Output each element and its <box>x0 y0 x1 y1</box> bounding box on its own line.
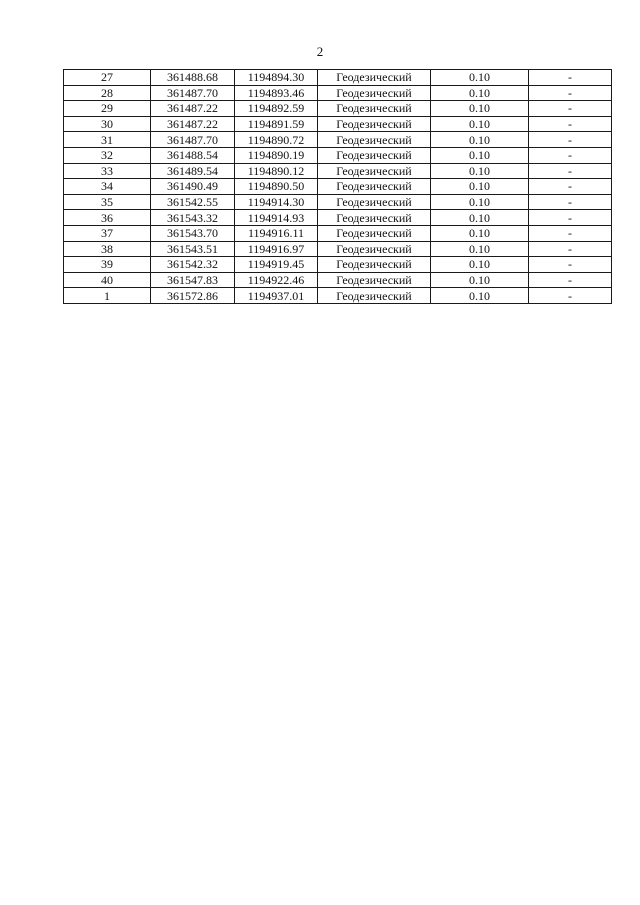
accuracy-cell: 0.10 <box>431 225 529 241</box>
method-cell: Геодезический <box>318 85 431 101</box>
method-cell: Геодезический <box>318 210 431 226</box>
y-coordinate-cell: 1194890.12 <box>235 163 318 179</box>
x-coordinate-cell: 361542.32 <box>151 257 235 273</box>
point-number-cell: 29 <box>64 101 151 117</box>
table-row <box>64 147 612 163</box>
y-coordinate-cell: 1194922.46 <box>235 272 318 288</box>
method-cell: Геодезический <box>318 241 431 257</box>
accuracy-cell: 0.10 <box>431 257 529 273</box>
y-coordinate-cell: 1194916.11 <box>235 225 318 241</box>
x-coordinate-cell: 361489.54 <box>151 163 235 179</box>
point-number-cell: 35 <box>64 194 151 210</box>
point-number-cell: 32 <box>64 147 151 163</box>
table-row <box>64 179 612 195</box>
y-coordinate-cell: 1194893.46 <box>235 85 318 101</box>
table-row <box>64 272 612 288</box>
x-coordinate-cell: 361487.70 <box>151 132 235 148</box>
x-coordinate-cell: 361487.22 <box>151 101 235 117</box>
y-coordinate-cell: 1194937.01 <box>235 288 318 304</box>
point-number-cell: 39 <box>64 257 151 273</box>
accuracy-cell: 0.10 <box>431 179 529 195</box>
point-number-cell: 31 <box>64 132 151 148</box>
x-coordinate-cell: 361543.51 <box>151 241 235 257</box>
point-number-cell: 37 <box>64 225 151 241</box>
description-cell: - <box>529 163 612 179</box>
point-number-cell: 30 <box>64 116 151 132</box>
table-row <box>64 132 612 148</box>
accuracy-cell: 0.10 <box>431 272 529 288</box>
page-number: 2 <box>316 44 324 59</box>
description-cell: - <box>529 101 612 117</box>
point-number-cell: 38 <box>64 241 151 257</box>
x-coordinate-cell: 361490.49 <box>151 179 235 195</box>
table-row <box>64 241 612 257</box>
table-row <box>64 225 612 241</box>
x-coordinate-cell: 361488.68 <box>151 70 235 86</box>
method-cell: Геодезический <box>318 147 431 163</box>
accuracy-cell: 0.10 <box>431 85 529 101</box>
accuracy-cell: 0.10 <box>431 132 529 148</box>
x-coordinate-cell: 361488.54 <box>151 147 235 163</box>
description-cell: - <box>529 225 612 241</box>
table-row <box>64 210 612 226</box>
y-coordinate-cell: 1194892.59 <box>235 101 318 117</box>
accuracy-cell: 0.10 <box>431 163 529 179</box>
y-coordinate-cell: 1194890.50 <box>235 179 318 195</box>
point-number-cell: 28 <box>64 85 151 101</box>
x-coordinate-cell: 361547.83 <box>151 272 235 288</box>
method-cell: Геодезический <box>318 101 431 117</box>
x-coordinate-cell: 361572.86 <box>151 288 235 304</box>
table-row <box>64 194 612 210</box>
method-cell: Геодезический <box>318 272 431 288</box>
description-cell: - <box>529 194 612 210</box>
method-cell: Геодезический <box>318 179 431 195</box>
point-number-cell: 33 <box>64 163 151 179</box>
accuracy-cell: 0.10 <box>431 101 529 117</box>
description-cell: - <box>529 132 612 148</box>
method-cell: Геодезический <box>318 116 431 132</box>
accuracy-cell: 0.10 <box>431 147 529 163</box>
x-coordinate-cell: 361487.22 <box>151 116 235 132</box>
accuracy-cell: 0.10 <box>431 210 529 226</box>
method-cell: Геодезический <box>318 225 431 241</box>
point-number-cell: 34 <box>64 179 151 195</box>
description-cell: - <box>529 179 612 195</box>
point-number-cell: 27 <box>64 70 151 86</box>
accuracy-cell: 0.10 <box>431 241 529 257</box>
table-row <box>64 163 612 179</box>
table-row <box>64 85 612 101</box>
x-coordinate-cell: 361543.70 <box>151 225 235 241</box>
description-cell: - <box>529 85 612 101</box>
description-cell: - <box>529 257 612 273</box>
method-cell: Геодезический <box>318 163 431 179</box>
method-cell: Геодезический <box>318 70 431 86</box>
table-row <box>64 70 612 86</box>
method-cell: Геодезический <box>318 132 431 148</box>
x-coordinate-cell: 361543.32 <box>151 210 235 226</box>
method-cell: Геодезический <box>318 257 431 273</box>
point-number-cell: 40 <box>64 272 151 288</box>
y-coordinate-cell: 1194891.59 <box>235 116 318 132</box>
y-coordinate-cell: 1194914.30 <box>235 194 318 210</box>
accuracy-cell: 0.10 <box>431 70 529 86</box>
table-row <box>64 288 612 304</box>
description-cell: - <box>529 116 612 132</box>
table-row <box>64 101 612 117</box>
x-coordinate-cell: 361487.70 <box>151 85 235 101</box>
method-cell: Геодезический <box>318 288 431 304</box>
table-row <box>64 116 612 132</box>
coordinates-table-body <box>64 70 612 304</box>
method-cell: Геодезический <box>318 194 431 210</box>
coordinates-table <box>63 69 612 304</box>
description-cell: - <box>529 272 612 288</box>
y-coordinate-cell: 1194914.93 <box>235 210 318 226</box>
description-cell: - <box>529 288 612 304</box>
description-cell: - <box>529 70 612 86</box>
y-coordinate-cell: 1194890.19 <box>235 147 318 163</box>
description-cell: - <box>529 241 612 257</box>
point-number-cell: 36 <box>64 210 151 226</box>
description-cell: - <box>529 210 612 226</box>
point-number-cell: 1 <box>64 288 151 304</box>
accuracy-cell: 0.10 <box>431 194 529 210</box>
table-row <box>64 257 612 273</box>
y-coordinate-cell: 1194916.97 <box>235 241 318 257</box>
accuracy-cell: 0.10 <box>431 116 529 132</box>
x-coordinate-cell: 361542.55 <box>151 194 235 210</box>
y-coordinate-cell: 1194894.30 <box>235 70 318 86</box>
description-cell: - <box>529 147 612 163</box>
y-coordinate-cell: 1194890.72 <box>235 132 318 148</box>
y-coordinate-cell: 1194919.45 <box>235 257 318 273</box>
accuracy-cell: 0.10 <box>431 288 529 304</box>
